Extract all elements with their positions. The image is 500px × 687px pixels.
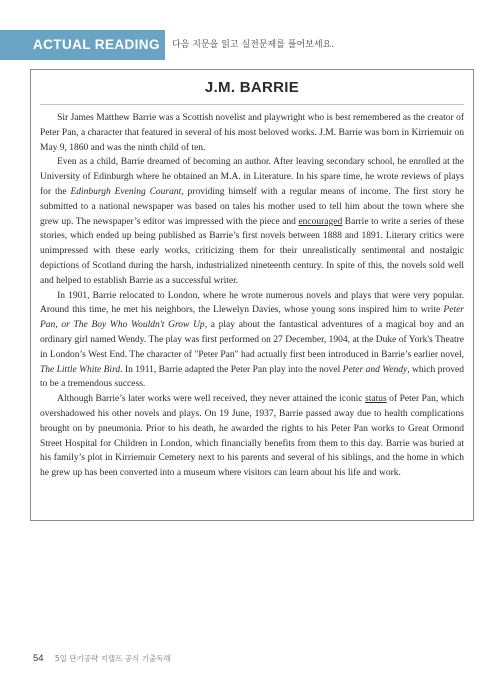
text-run: Barrie to write a series of these stories, which ended up being published as Barrie’s first novels between 1888 and 1891. Literary critics were unimpressed with these early works, criticizing them for their unrealistically sentimental and nostalgic depictions of Scotland during the harsh, industrialized nineteenth century. In spite of this, the novels sold well and helped to establish Barrie as a successful writer. xyxy=(40,216,464,286)
section-instruction: 다음 지문을 읽고 실전문제를 풀어보세요. xyxy=(172,40,335,50)
italic-title: Edinburgh Evening Courant xyxy=(70,186,182,197)
underlined-word: encouraged xyxy=(298,216,343,227)
italic-title: The Little White Bird xyxy=(40,364,121,375)
text-run: Sir James Matthew Barrie was a Scottish novelist and playwright who is best remembered as the creator of Peter Pan, a character that featured in several of his most beloved works. J.M. Barrie was born in Kirriemuir on May 9, 1860 and was the ninth child of ten. xyxy=(40,113,464,153)
text-run: In 1901, Barrie relocated to London, where he wrote numerous novels and plays that were very popular. Around this time, he met his neighbors, the Llewelyn Davies, whose young sons inspired him to write xyxy=(40,290,464,316)
page-number: 54 xyxy=(33,653,44,664)
text-run: , which proved to be a tremendous success. xyxy=(40,364,464,390)
text-run: . In 1911, Barrie adapted the Peter Pan play into the novel xyxy=(120,364,343,375)
section-tab-label: ACTUAL READING xyxy=(0,30,165,60)
text-run: of Peter Pan, which overshadowed his other novels and plays. On 19 June, 1937, Barrie passed away due to health complications brought on by pneumonia. Prior to his death, he awarded the rights to his Peter Pan works to Great Ormond Street Hospital for Children in London, which financially benefits from them to this day. Barrie was buried at his family’s plot in Kirriemuir Cemetery next to his parents and several of his siblings, and the home in which he grew up has been converted into a museum where visitors can learn about his life and work. xyxy=(40,394,464,479)
underlined-word: status xyxy=(365,394,387,405)
book-title: 5일 단기공략 지텔프 공식 기출독해 xyxy=(54,654,171,663)
text-run: Even as a child, Barrie dreamed of becoming an author. After leaving secondary school, he enrolled at the University of Edinburgh where he obtained an M.A. in Literature. In his spare time, he wrote reviews of plays for the xyxy=(40,157,464,197)
paragraph-2 xyxy=(40,155,464,288)
paragraph-1 xyxy=(40,111,464,155)
paragraph-3 xyxy=(40,289,464,393)
passage-title: J.M. BARRIE xyxy=(204,79,300,96)
text-run: Although Barrie’s later works were well received, they never attained the iconic xyxy=(57,394,366,405)
section-header xyxy=(0,30,500,60)
passage-body xyxy=(40,111,464,481)
italic-title: Peter and Wendy xyxy=(342,364,408,375)
paragraph-4 xyxy=(40,392,464,481)
text-run: , providing himself with a regular means of income. The first story he submitted to a national newspaper was based on tales his mother used to tell him about the town where she grew up. The newspaper’s editor was impressed with the piece and xyxy=(40,186,464,227)
page-footer xyxy=(33,653,171,664)
text-run: , a play about the fantastical adventures of a magical boy and an ordinary girl named Wendy. The play was first performed on 27 December, 1904, at the Duke of York's Theatre in London’s West End. The character of "Peter Pan" had actually first been introduced in Barrie’s earlier novel, xyxy=(40,320,465,360)
title-divider xyxy=(40,104,464,105)
italic-title: Peter Pan, or The Boy Who Wouldn't Grow Up xyxy=(40,305,464,331)
reading-passage-box xyxy=(30,69,474,521)
